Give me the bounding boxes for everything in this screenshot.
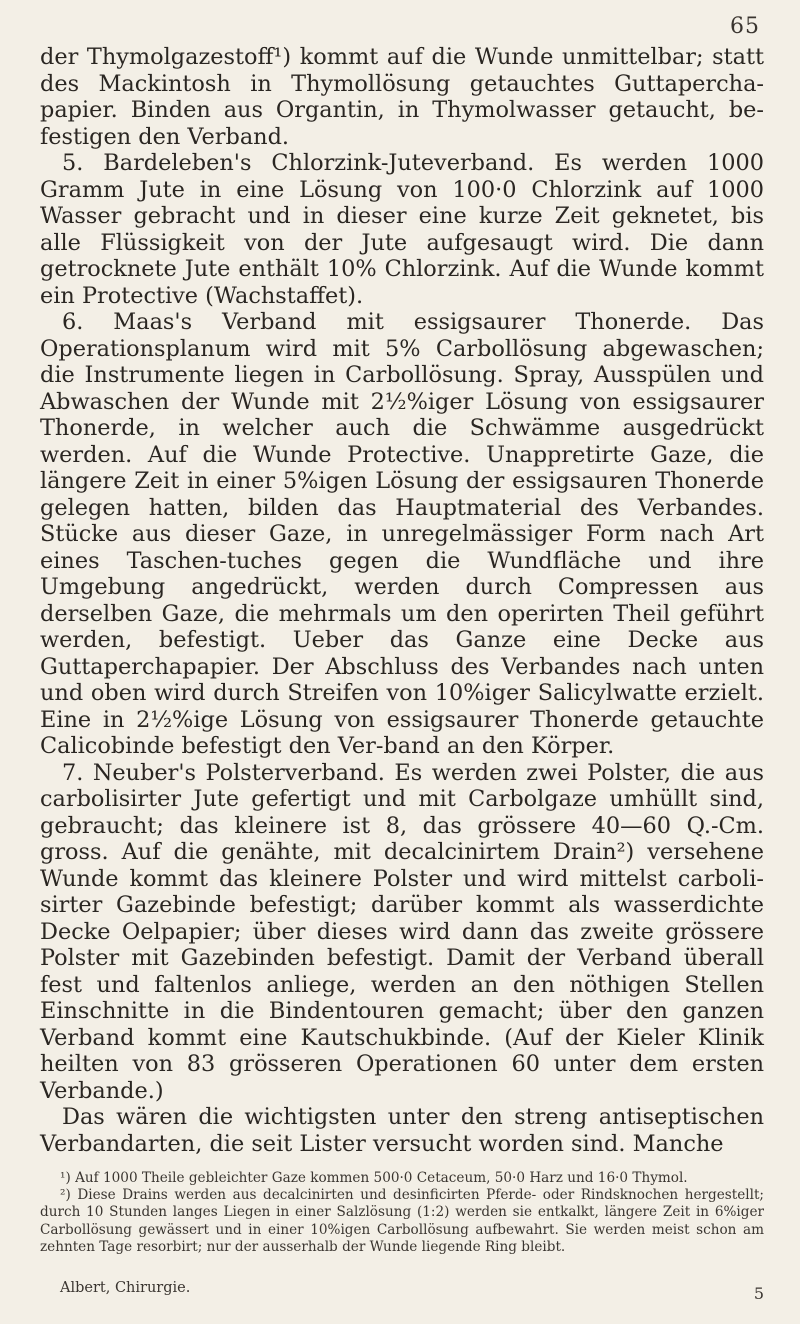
signature-number: 5: [753, 1284, 764, 1303]
footnotes: [40, 1170, 764, 1256]
footnote: ²) Diese Drains werden aus decalcinirten und desinficirten Pferde- oder Rindsknochen hergestellt; durch 10 Stunden langes Liegen in einer Salzlösung (1:2) werden sie entkalkt, längere Zeit in 6%iger Carbollösung gewässert und in einer 10%igen Carbollösung aufbewahrt. Sie werden meist schon am zehnten Tage resorbirt; nur der ausserhalb der Wunde liegende Ring bleibt.: [40, 1187, 764, 1255]
footnote: ¹) Auf 1000 Theile gebleichter Gaze kommen 500·0 Cetaceum, 50·0 Harz und 16·0 Thymol.: [60, 1170, 688, 1186]
page-number: 65: [730, 14, 760, 39]
paragraph: 5. Bardeleben's Chlorzink-Juteverband. Es werden 1000 Gramm Jute in eine Lösung von 100·0 Chlorzink auf 1000 Wasser gebracht und in dieser eine kurze Zeit geknetet, bis alle Flüssigkeit von der Jute aufgesaugt wird. Die dann getrocknete Jute enthält 10% Chlorzink. Auf die Wunde kommt ein Protective (Wachstaffet).: [40, 150, 764, 309]
paragraph: der Thymolgazestoff¹) kommt auf die Wunde unmittelbar; statt des Mackintosh in Thymollösung getauchtes Guttapercha-papier. Binden aus Organtin, in Thymolwasser getaucht, be-festigen den Verband.: [40, 44, 764, 150]
paragraph: Das wären die wichtigsten unter den streng antiseptischen Verbandarten, die seit Lister versucht worden sind. Manche: [40, 1104, 764, 1157]
body-text: [40, 44, 764, 1157]
paragraph: 6. Maas's Verband mit essigsaurer Thonerde. Das Operationsplanum wird mit 5% Carbollösung abgewaschen; die Instrumente liegen in Carbollösung. Spray, Ausspülen und Abwaschen der Wunde mit 2½%iger Lösung von essigsaurer Thonerde, in welcher auch die Schwämme ausgedrückt werden. Auf die Wunde Protective. Unappretirte Gaze, die längere Zeit in einer 5%igen Lösung der essigsauren Thonerde gelegen hatten, bilden das Hauptmaterial des Verbandes. Stücke aus dieser Gaze, in unregelmässiger Form nach Art eines Taschen-tuches gegen die Wundfläche und ihre Umgebung angedrückt, werden durch Compressen aus derselben Gaze, die mehrmals um den operirten Theil geführt werden, befestigt. Ueber das Ganze eine Decke aus Guttaperchapapier. Der Abschluss des Verbandes nach unten und oben wird durch Streifen von 10%iger Salicylwatte erzielt. Eine in 2½%ige Lösung von essigsaurer Thonerde getauchte Calicobinde befestigt den Ver-band an den Körper.: [40, 309, 764, 759]
paragraph: 7. Neuber's Polsterverband. Es werden zwei Polster, die aus carbolisirter Jute gefertigt und mit Carbolgaze umhüllt sind, gebraucht; das kleinere ist 8, das grössere 40—60 Q.-Cm. gross. Auf die genähte, mit decalcinirtem Drain²) versehene Wunde kommt das kleinere Polster und wird mittelst carboli-sirter Gazebinde befestigt; darüber kommt als wasserdichte Decke Oelpapier; über dieses wird dann das zweite grössere Polster mit Gazebinden befestigt. Damit der Verband überall fest und faltenlos anliege, werden an den nöthigen Stellen Einschnitte in die Bindentouren gemacht; über den ganzen Verband kommt eine Kautschukbinde. (Auf der Kieler Klinik heilten von 83 grösseren Operationen 60 unter dem ersten Verbande.): [40, 759, 764, 1104]
signature-mark: Albert, Chirurgie.: [60, 1280, 191, 1296]
